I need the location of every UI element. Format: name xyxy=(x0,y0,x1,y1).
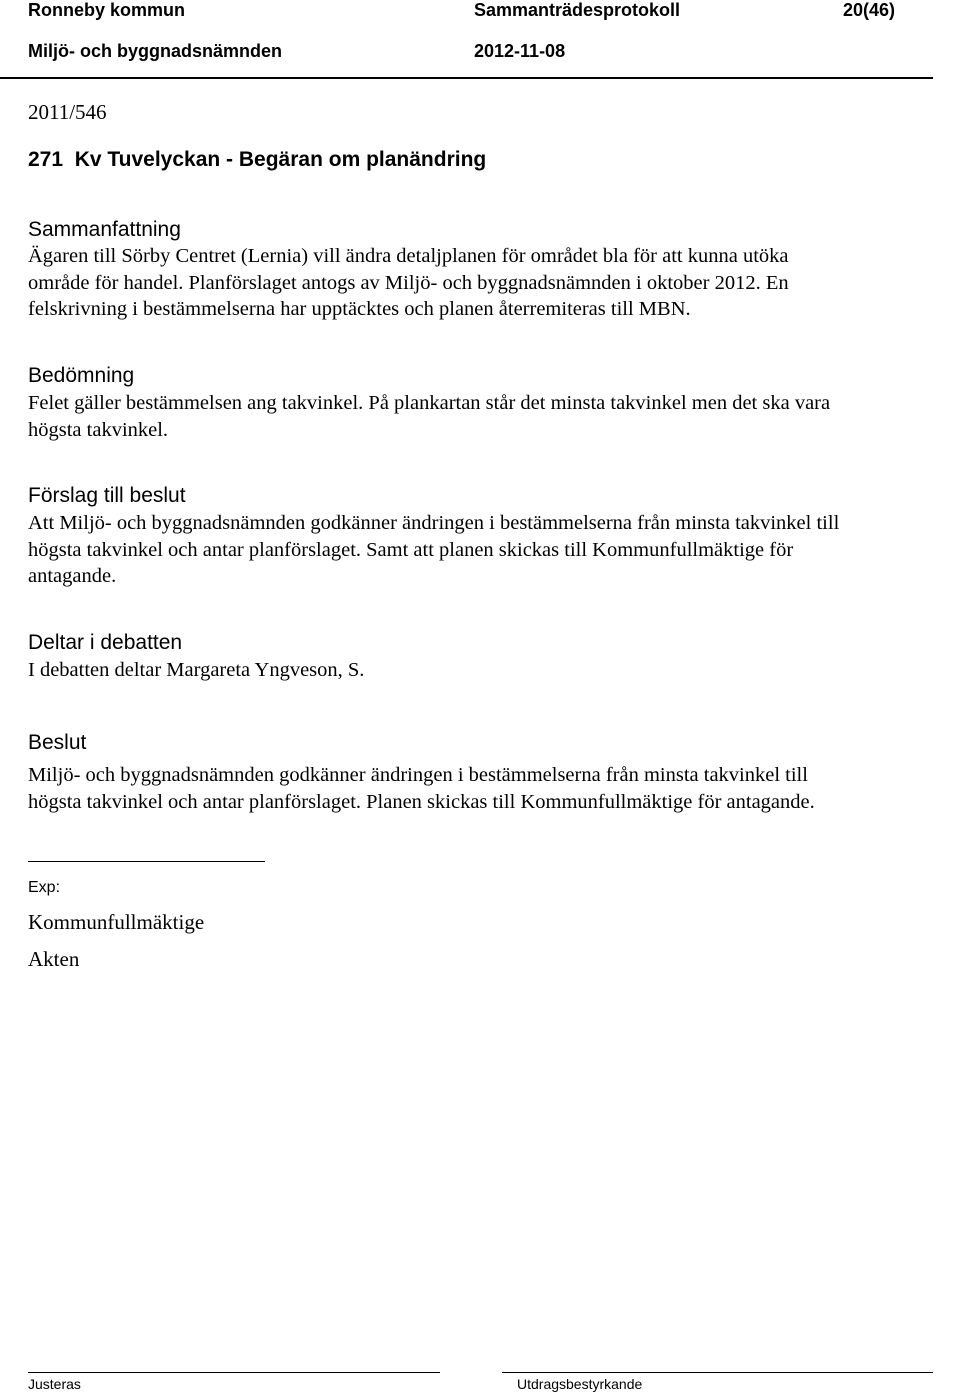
footer-utdragsbestyrkande: Utdragsbestyrkande xyxy=(517,1376,643,1392)
footer-justeras: Justeras xyxy=(28,1376,81,1392)
summary-heading: Sammanfattning xyxy=(28,218,181,241)
summary-line: Ägaren till Sörby Centret (Lernia) vill ändra detaljplanen för området bla för att kunna utöka xyxy=(28,245,789,267)
case-number: 2011/546 xyxy=(28,100,107,124)
assessment-paragraph xyxy=(28,390,933,443)
decision-heading: Beslut xyxy=(28,731,87,754)
proposal-heading: Förslag till beslut xyxy=(28,484,186,507)
proposal-line: antagande. xyxy=(28,565,117,587)
expedition-label: Exp: xyxy=(28,879,61,896)
proposal-paragraph xyxy=(28,510,933,590)
decision-paragraph xyxy=(28,762,933,815)
debate-line: I debatten deltar Margareta Yngveson, S. xyxy=(28,659,365,681)
page-number: 20(46) xyxy=(843,0,896,20)
assessment-line: Felet gäller bestämmelsen ang takvinkel. På plankartan står det minsta takvinkel men det ska vara xyxy=(28,392,831,414)
summary-paragraph xyxy=(28,243,933,323)
board-name: Miljö- och byggnadsnämnden xyxy=(28,41,283,61)
municipality-name: Ronneby kommun xyxy=(28,0,186,20)
expedition-recipient: Akten xyxy=(28,947,80,971)
decision-line: Miljö- och byggnadsnämnden godkänner ändringen i bestämmelserna från minsta takvinkel till xyxy=(28,764,808,786)
assessment-heading: Bedömning xyxy=(28,364,135,387)
debate-heading: Deltar i debatten xyxy=(28,631,183,654)
proposal-line: Att Miljö- och byggnadsnämnden godkänner ändringen i bestämmelserna från minsta takvinkel till xyxy=(28,512,840,534)
decision-line: högsta takvinkel och antar planförslaget. Planen skickas till Kommunfullmäktige för antagande. xyxy=(28,790,815,813)
footer-rule-right xyxy=(502,1372,933,1373)
assessment-line: högsta takvinkel. xyxy=(28,418,169,441)
debate-paragraph xyxy=(28,657,933,684)
expedition-recipient: Kommunfullmäktige xyxy=(28,910,205,934)
proposal-line: högsta takvinkel och antar planförslaget. Samt att planen skickas till Kommunfullmäktige för xyxy=(28,538,794,561)
expedition-rule xyxy=(28,861,265,862)
summary-line: felskrivning i bestämmelserna har upptäcktes och planen återremiteras till MBN. xyxy=(28,298,691,320)
document-type: Sammanträdesprotokoll xyxy=(474,0,681,20)
summary-line: område för handel. Planförslaget antogs av Miljö- och byggnadsnämnden i oktober 2012. En xyxy=(28,271,789,294)
header-rule xyxy=(0,77,933,79)
footer-rule-left xyxy=(28,1372,440,1373)
page-title: 271 Kv Tuvelyckan - Begäran om planändring xyxy=(28,148,487,171)
meeting-date: 2012-11-08 xyxy=(474,41,566,61)
